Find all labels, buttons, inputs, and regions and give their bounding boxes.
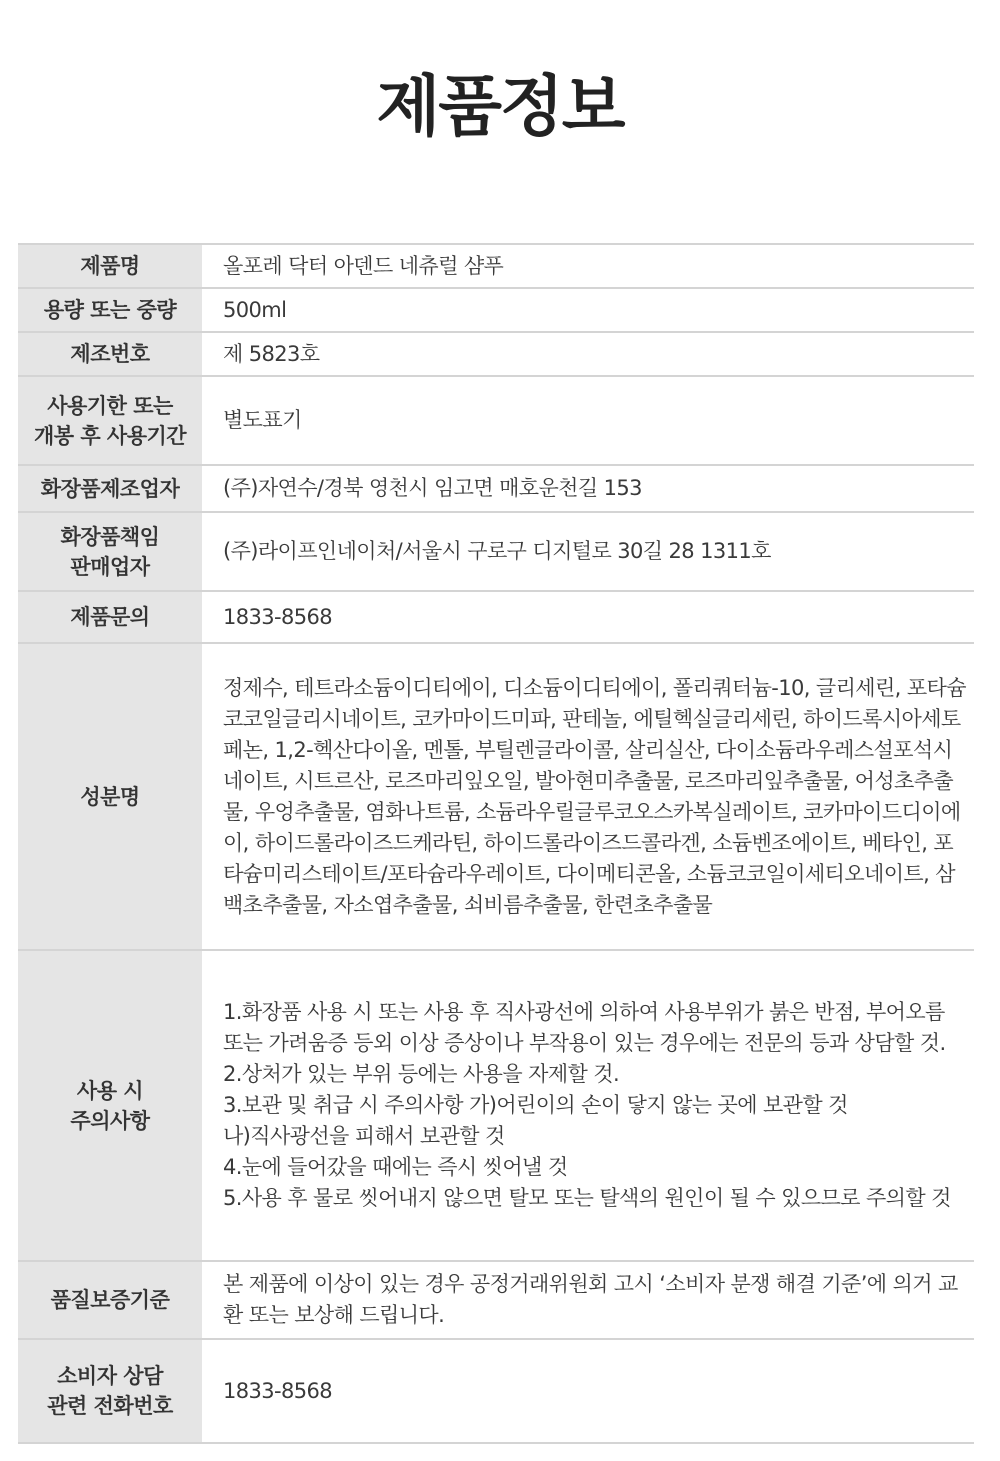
label-product-name: 제품명 xyxy=(18,244,202,288)
label-precautions: 사용 시 주의사항 xyxy=(18,950,202,1261)
label-volume: 용량 또는 중량 xyxy=(18,288,202,332)
value-product-name: 올포레 닥터 아덴드 네츄럴 샴푸 xyxy=(223,253,504,278)
value-responsible-seller: (주)라이프인네이처/서울시 구로구 디지털로 30길 28 1311호 xyxy=(223,539,771,563)
row-consumer-contact xyxy=(18,1339,974,1443)
page-title: 제품정보 xyxy=(376,68,624,145)
row-manufacture-number xyxy=(18,332,974,376)
value-product-inquiry: 1833-8568 xyxy=(223,604,333,629)
row-responsible-seller xyxy=(18,512,974,591)
value-quality-standard: 본 제품에 이상이 있는 경우 공정거래위원회 고시 ‘소비자 분쟁 해결 기준’에 의거 교환 또는 보상해 드립니다. xyxy=(223,1272,958,1327)
product-info-table xyxy=(18,243,974,1444)
label-responsible-seller: 화장품책임 판매업자 xyxy=(18,512,202,591)
row-ingredients xyxy=(18,643,974,950)
row-product-inquiry xyxy=(18,591,974,643)
value-precautions: 1.화장품 사용 시 또는 사용 후 직사광선에 의하여 사용부위가 붉은 반점, 부어오름 또는 가려움증 등외 이상 증상이나 부작용이 있는 경우에는 전문의 등과 상담할 것. 2.상처가 있는 부위 등에는 사용을 자제할 것. 3.보관 및 취급 시 주의사항 가)어린이의 손이 닿지 않는 곳에 보관할 것 나)직사광선을 피해서 보관할 것 4.눈에 들어갔을 때에는 즉시 씻어낼 것 5.사용 후 물로 씻어내지 않으면 탈모 또는 탈색의 원인이 될 수 있으므로 주의할 것 xyxy=(223,1000,951,1210)
row-quality-standard xyxy=(18,1261,974,1339)
row-product-name xyxy=(18,244,974,288)
row-precautions xyxy=(18,950,974,1261)
value-manufacturer: (주)자연수/경북 영천시 임고면 매호운천길 153 xyxy=(223,476,642,500)
label-manufacturer: 화장품제조업자 xyxy=(18,465,202,512)
label-ingredients: 성분명 xyxy=(18,643,202,950)
label-consumer-contact: 소비자 상담 관련 전화번호 xyxy=(18,1339,202,1443)
label-product-inquiry: 제품문의 xyxy=(18,591,202,643)
value-volume: 500ml xyxy=(223,297,287,322)
row-manufacturer xyxy=(18,465,974,512)
value-expiry: 별도표기 xyxy=(223,408,302,432)
value-manufacture-number: 제 5823호 xyxy=(223,341,320,366)
label-manufacture-number: 제조번호 xyxy=(18,332,202,376)
row-volume xyxy=(18,288,974,332)
label-expiry: 사용기한 또는 개봉 후 사용기간 xyxy=(18,376,202,465)
value-ingredients: 정제수, 테트라소듐이디티에이, 디소듐이디티에이, 폴리쿼터늄-10, 글리세린, 포타슘코코일글리시네이트, 코카마이드미파, 판테놀, 에틸헥실글리세린, 하이드록시아세토페논, 1,2-헥산다이올, 멘톨, 부틸렌글라이콜, 살리실산, 다이소듐라우레스설포석시네이트, 시트르산, 로즈마리잎오일, 발아현미추출물, 로즈마리잎추출물, 어성초추출물, 우엉추출물, 염화나트륨, 소듐라우릴글루코오스카복실레이트, 코카마이드디이에이, 하이드롤라이즈드케라틴, 하이드롤라이즈드콜라겐, 소듐벤조에이트, 베타인, 포타슘미리스테이트/포타슘라우레이트, 다이메티콘올, 소듐코코일이세티오네이트, 삼백초추출물, 자소엽추출물, 쇠비름추출물, 한련초추출물 xyxy=(223,675,966,917)
row-expiry xyxy=(18,376,974,465)
value-consumer-contact: 1833-8568 xyxy=(223,1378,333,1403)
label-quality-standard: 품질보증기준 xyxy=(18,1261,202,1339)
